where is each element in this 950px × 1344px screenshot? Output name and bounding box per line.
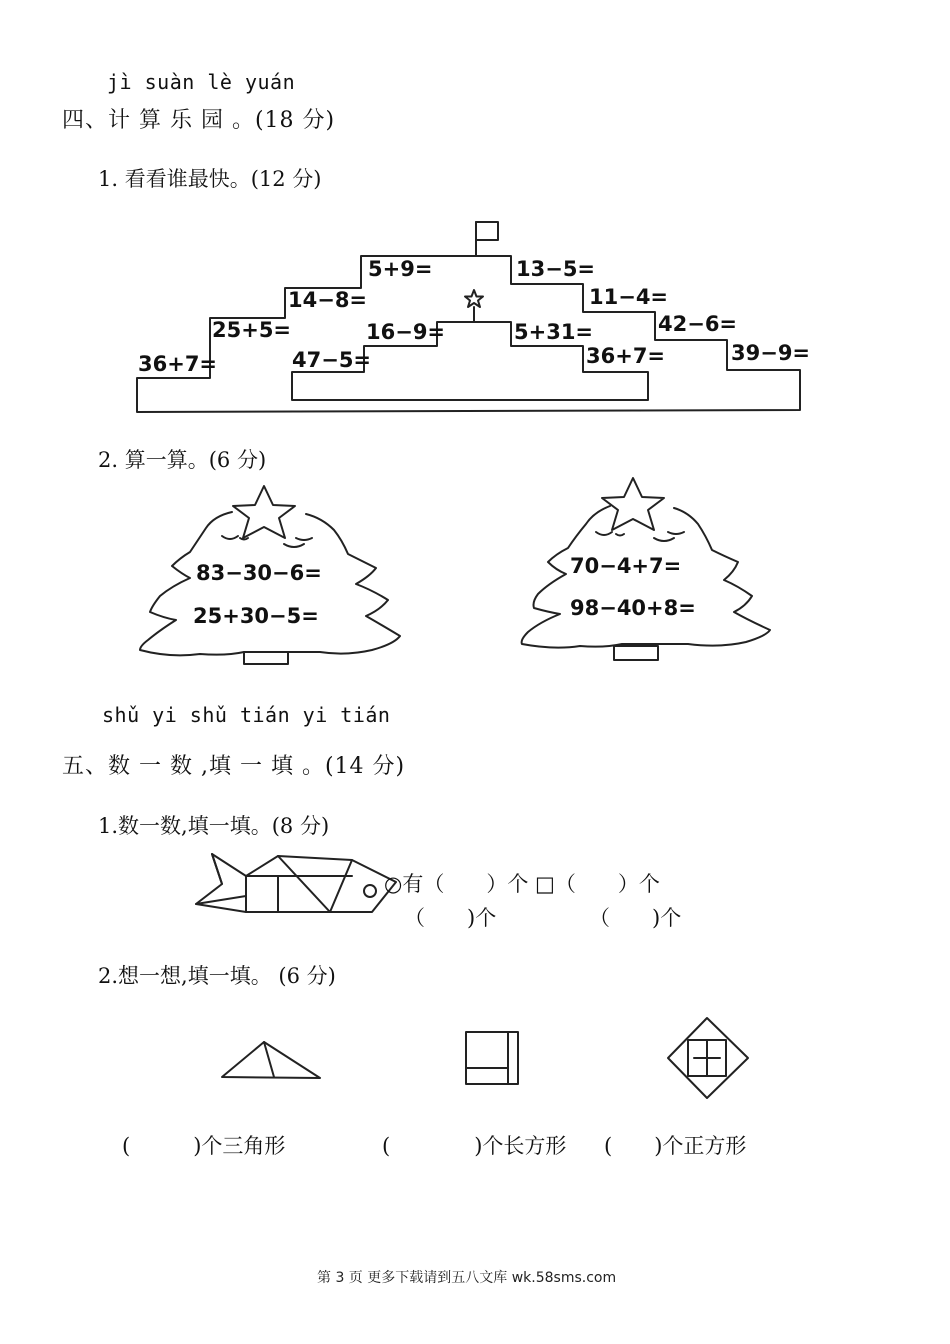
stair-equation: 36+7= [138,352,218,376]
section4-q2-title: 2. 算一算。(6 分) [98,448,267,472]
rectangle-count-blank: ( )个长方形 [382,1134,567,1158]
section5-q2-title: 2.想一想,填一填。 (6 分) [98,964,336,988]
section4-q1-title: 1. 看看谁最快。(12 分) [98,167,322,191]
triangle-shape [222,1042,320,1078]
tree1-equation: 25+30−5= [193,604,319,628]
tree2-equation: 98−40+8= [570,596,696,620]
stair-equation: 36+7= [586,344,666,368]
rectangle-shape [466,1032,518,1084]
triangle-count-blank: ( )个三角形 [122,1134,286,1158]
section4-title: 四、计 算 乐 园 。(18 分) [62,108,336,133]
stair-equation: 16−9= [366,320,446,344]
stair-equation: 11−4= [589,285,669,309]
page-footer: 第 3 页 更多下载请到五八文库 wk.58sms.com [317,1270,617,1286]
section5-title: 五、数 一 数 ,填 一 填 。(14 分) [62,754,406,779]
fish-count-line2b: （ )个 [589,906,682,930]
stair-equation: 14−8= [288,288,368,312]
stair-equation: 39−9= [731,341,811,365]
fish-count-line2a: （ )个 [404,906,497,930]
tree1-equation: 83−30−6= [196,561,322,585]
square-count-blank: ( )个正方形 [604,1134,747,1158]
stair-equation: 5+31= [514,320,594,344]
stair-equation: 42−6= [658,312,738,336]
stair-equation: 5+9= [368,257,433,281]
stair-equation: 47−5= [292,348,372,372]
tree2-equation: 70−4+7= [570,554,682,578]
stair-equation: 25+5= [212,318,292,342]
fish-count-line1: ○有（ ）个 □（ ）个 [384,872,660,896]
section5-q1-title: 1.数一数,填一填。(8 分) [98,814,330,838]
section4-pinyin: jì suàn lè yuán [107,70,296,94]
section5-pinyin: shǔ yi shǔ tián yi tián [102,703,391,727]
stair-equation: 13−5= [516,257,596,281]
